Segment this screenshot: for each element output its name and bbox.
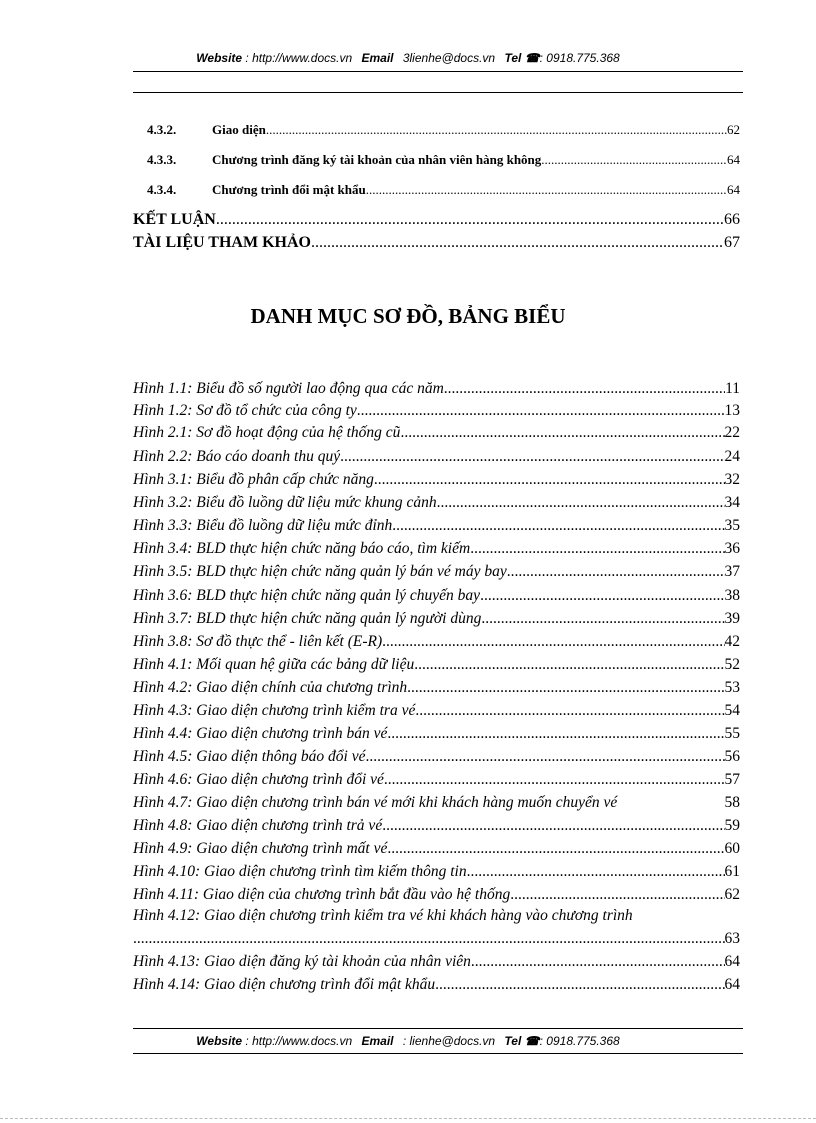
- figure-entry[interactable]: [133, 587, 740, 608]
- figure-title: Hình 1.2: Sơ đồ tổ chức của công ty: [133, 402, 357, 419]
- figure-page: 42: [724, 633, 740, 650]
- toc-entry-4-3-4[interactable]: [147, 182, 740, 198]
- phone-number: : 0918.775.368: [539, 1034, 620, 1048]
- toc-leader: [541, 152, 727, 168]
- toc-entry-4-3-3[interactable]: [147, 152, 740, 168]
- figure-page: 57: [724, 771, 740, 788]
- figure-title: Hình 3.1: Biểu đồ phân cấp chức năng: [133, 471, 374, 488]
- toc-leader: [357, 402, 725, 420]
- toc-leader: [216, 211, 724, 229]
- figure-title: Hình 4.7: Giao diện chương trình bán vé mới khi khách hàng muốn chuyển vé: [133, 794, 618, 811]
- figure-page: 22: [724, 424, 740, 441]
- figure-entry[interactable]: [133, 976, 740, 997]
- toc-leader: [414, 656, 724, 674]
- toc-leader: [480, 587, 724, 605]
- figure-title: Hình 1.1: Biểu đồ số người lao động qua các năm: [133, 380, 444, 397]
- figure-page: 24: [724, 448, 740, 465]
- figure-page: 11: [725, 380, 740, 397]
- website-url[interactable]: : http://www.docs.vn: [245, 1034, 353, 1048]
- page-edge-divider: [0, 1118, 816, 1119]
- figure-entry-continuation[interactable]: [133, 930, 740, 951]
- toc-number: 4.3.3.: [147, 152, 177, 167]
- footer-rule-2: [133, 1053, 743, 1054]
- toc-entry-tai-lieu[interactable]: [133, 234, 740, 252]
- tel-label: Tel: [504, 1034, 522, 1048]
- figure-page: 35: [724, 517, 740, 534]
- figure-page: 64: [724, 976, 740, 993]
- figure-entry[interactable]: [133, 771, 740, 792]
- toc-leader: [365, 748, 724, 766]
- email-label: Email: [361, 51, 394, 65]
- toc-title: TÀI LIỆU THAM KHẢO: [133, 234, 311, 251]
- toc-leader: [470, 540, 724, 558]
- toc-page: 66: [724, 211, 740, 228]
- toc-leader: [382, 817, 724, 835]
- toc-leader: [481, 610, 724, 628]
- figure-title: Hình 4.13: Giao diện đăng ký tài khoản của nhân viên: [133, 953, 471, 970]
- figure-page: 55: [724, 725, 740, 742]
- figure-entry[interactable]: [133, 517, 740, 538]
- toc-leader: [510, 886, 724, 904]
- toc-leader: [415, 702, 724, 720]
- toc-leader: [471, 953, 725, 971]
- toc-title: Chương trình đổi mật khẩu: [212, 182, 366, 197]
- list-title: DANH MỤC SƠ ĐỒ, BẢNG BIỂU: [250, 304, 566, 328]
- email-address[interactable]: 3lienhe@docs.vn: [402, 51, 496, 65]
- figure-page: 32: [724, 471, 740, 488]
- figure-title: Hình 4.3: Giao diện chương trình kiểm tra vé: [133, 702, 416, 719]
- figure-title: Hình 4.6: Giao diện chương trình đổi vé: [133, 771, 384, 788]
- figure-title: Hình 2.2: Báo cáo doanh thu quý: [133, 448, 341, 465]
- figure-entry[interactable]: [133, 448, 740, 469]
- figure-entry[interactable]: [133, 817, 740, 838]
- figure-page: 36: [724, 540, 740, 557]
- figure-title: Hình 3.6: BLD thực hiện chức năng quản lý chuyến bay: [133, 587, 481, 604]
- figure-page: 63: [724, 930, 740, 947]
- figure-entry[interactable]: [133, 702, 740, 723]
- page-header: [0, 51, 816, 65]
- page-footer: [0, 1034, 816, 1048]
- tel-label: Tel: [504, 51, 522, 65]
- figure-title: Hình 2.1: Sơ đồ hoạt động của hệ thống cũ: [133, 424, 401, 441]
- toc-leader: [384, 771, 725, 789]
- toc-title: Giao diện: [212, 122, 266, 137]
- website-label: Website: [196, 51, 243, 65]
- figure-page: 64: [724, 953, 740, 970]
- toc-leader: [444, 380, 725, 398]
- toc-leader: [437, 494, 725, 512]
- figure-title: Hình 4.4: Giao diện chương trình bán vé: [133, 725, 388, 742]
- figure-page: 56: [724, 748, 740, 765]
- figure-title: Hình 4.9: Giao diện chương trình mất vé: [133, 840, 388, 857]
- header-rule: [133, 71, 743, 72]
- figure-title: Hình 3.3: Biểu đồ luồng dữ liệu mức đỉnh: [133, 517, 393, 534]
- toc-entry-4-3-2[interactable]: [147, 122, 740, 138]
- phone-number: : 0918.775.368: [539, 51, 620, 65]
- figure-page: 13: [724, 402, 740, 419]
- phone-icon: ☎: [524, 51, 540, 65]
- figure-title: Hình 4.11: Giao diện của chương trình bắt đầu vào hệ thống: [133, 886, 511, 903]
- figure-entry[interactable]: [133, 610, 740, 631]
- figure-page: 38: [724, 587, 740, 604]
- figure-page: 62: [724, 886, 740, 903]
- figure-title: Hình 4.14: Giao diện chương trình đổi mật khẩu: [133, 976, 436, 993]
- figure-entry[interactable]: [133, 748, 740, 769]
- figure-entry[interactable]: [133, 424, 740, 445]
- figure-entry[interactable]: [133, 656, 740, 677]
- figure-title: Hình 3.8: Sơ đồ thực thể - liên kết (E-R): [133, 633, 383, 650]
- figure-page: 52: [724, 656, 740, 673]
- figure-page: 59: [724, 817, 740, 834]
- toc-leader: [507, 563, 725, 581]
- figure-page: 61: [724, 863, 740, 880]
- figure-entry[interactable]: [133, 863, 740, 884]
- figure-page: 54: [724, 702, 740, 719]
- toc-leader: [366, 182, 727, 198]
- email-address[interactable]: : lienhe@docs.vn: [402, 1034, 496, 1048]
- figure-entry[interactable]: [133, 494, 740, 515]
- figure-entry[interactable]: [133, 725, 740, 746]
- figure-title: Hình 3.4: BLD thực hiện chức năng báo cáo, tìm kiếm: [133, 540, 471, 557]
- header-rule-2: [133, 92, 743, 93]
- figure-entry-wrapped[interactable]: [133, 907, 740, 925]
- toc-leader: [266, 122, 727, 138]
- figure-entry[interactable]: [133, 886, 740, 907]
- figure-title: Hình 3.2: Biểu đồ luồng dữ liệu mức khung cảnh: [133, 494, 437, 511]
- figure-title: Hình 4.1: Mối quan hệ giữa các bảng dữ liệu: [133, 656, 415, 673]
- toc-leader: [387, 725, 724, 743]
- toc-leader: [387, 840, 724, 858]
- figure-entry[interactable]: [133, 679, 740, 700]
- figure-page: 39: [724, 610, 740, 627]
- figure-entry[interactable]: [133, 402, 740, 423]
- figure-entry[interactable]: [133, 563, 740, 584]
- figure-title: Hình 4.10: Giao diện chương trình tìm kiếm thông tin: [133, 863, 467, 880]
- toc-leader: [400, 424, 724, 442]
- toc-title: KẾT LUẬN: [133, 211, 216, 228]
- toc-number: 4.3.2.: [147, 122, 177, 137]
- toc-page: 64: [727, 182, 740, 197]
- figure-page: 58: [724, 794, 740, 811]
- website-url[interactable]: : http://www.docs.vn: [245, 51, 353, 65]
- figure-entry[interactable]: [133, 794, 740, 815]
- figure-page: 53: [724, 679, 740, 696]
- toc-leader: [374, 471, 725, 489]
- figure-entry[interactable]: [133, 380, 740, 401]
- toc-leader: [311, 234, 724, 252]
- toc-leader: [382, 633, 724, 651]
- toc-number: 4.3.4.: [147, 182, 177, 197]
- figure-entry[interactable]: [133, 953, 740, 974]
- figure-entry[interactable]: [133, 840, 740, 861]
- toc-page: 64: [727, 152, 740, 167]
- toc-title: Chương trình đăng ký tài khoản của nhân viên hàng không: [212, 152, 542, 167]
- figure-title: Hình 4.8: Giao diện chương trình trả vé: [133, 817, 383, 834]
- figure-title: Hình 3.5: BLD thực hiện chức năng quản lý bán vé máy bay: [133, 563, 507, 580]
- toc-leader: [392, 517, 724, 535]
- toc-page: 67: [724, 234, 740, 251]
- toc-entry-ket-luan[interactable]: [133, 211, 740, 229]
- figure-title: Hình 4.2: Giao diện chính của chương trình: [133, 679, 408, 696]
- figure-entry[interactable]: [133, 471, 740, 492]
- toc-leader: [133, 930, 725, 948]
- toc-leader: [467, 863, 725, 881]
- toc-page: 62: [727, 122, 740, 137]
- toc-leader: [435, 976, 724, 994]
- figure-title: Hình 3.7: BLD thực hiện chức năng quản lý người dùng: [133, 610, 482, 627]
- figure-page: 60: [724, 840, 740, 857]
- email-label: Email: [361, 1034, 394, 1048]
- figure-page: 34: [724, 494, 740, 511]
- toc-leader: [407, 679, 724, 697]
- figure-title: Hình 4.12: Giao diện chương trình kiểm tra vé khi khách hàng vào chương trình: [133, 907, 633, 924]
- figure-title: Hình 4.5: Giao diện thông báo đổi vé: [133, 748, 366, 765]
- toc-leader: [340, 448, 724, 466]
- figure-entry[interactable]: [133, 633, 740, 654]
- phone-icon: ☎: [524, 1034, 540, 1048]
- footer-rule: [133, 1028, 743, 1029]
- website-label: Website: [196, 1034, 243, 1048]
- figure-page: 37: [724, 563, 740, 580]
- figure-entry[interactable]: [133, 540, 740, 561]
